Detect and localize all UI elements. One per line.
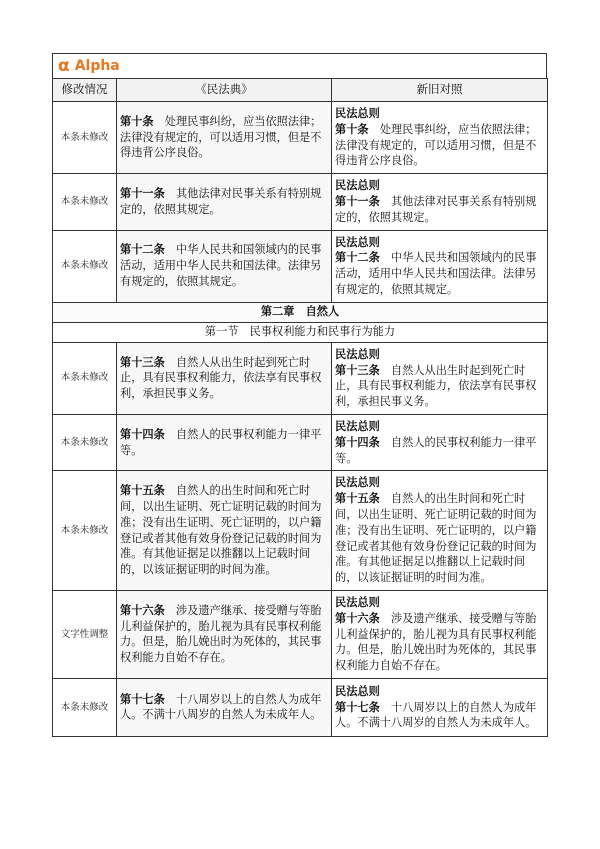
old-article-text: 自然人的出生时间和死亡时间，以出生证明、死亡证明记载的时间为准；没有出生证明、死亡证明的，以户籍登记或者其他有效身份登记记载的时间为准。有其他证据足以推翻以上记载时间的，以该证据证明的时间为准。 bbox=[335, 492, 537, 585]
table-row bbox=[53, 471, 548, 591]
old-article-cell bbox=[332, 590, 548, 678]
new-article-cell bbox=[117, 342, 332, 414]
row-status: 本条未修改 bbox=[53, 102, 117, 174]
table-row bbox=[53, 174, 548, 230]
new-article-cell bbox=[117, 230, 332, 302]
new-article-cell bbox=[117, 174, 332, 230]
new-article-text: 中华人民共和国领域内的民事活动，适用中华人民共和国法律。法律另有规定的，依照其规定。 bbox=[120, 243, 322, 289]
section-row bbox=[53, 322, 548, 342]
table-row bbox=[53, 678, 548, 736]
old-article-cell bbox=[332, 471, 548, 591]
old-article-cell bbox=[332, 678, 548, 736]
old-article-cell bbox=[332, 342, 548, 414]
new-article-text: 自然人的民事权利能力一律平等。 bbox=[120, 427, 322, 457]
document bbox=[52, 53, 547, 737]
old-source-label: 民法总则 bbox=[335, 594, 380, 609]
section-title: 第一节 民事权利能力和民事行为能力 bbox=[53, 322, 548, 342]
new-article-cell bbox=[117, 471, 332, 591]
old-article-number: 第十六条 bbox=[335, 610, 380, 625]
old-article-text: 十八周岁以上的自然人为成年人。不满十八周岁的自然人为未成年人。 bbox=[335, 700, 537, 730]
old-article-text: 自然人从出生时起到死亡时止，具有民事权利能力，依法享有民事权利，承担民事义务。 bbox=[335, 363, 537, 409]
new-article-number: 第十二条 bbox=[120, 242, 165, 257]
old-article-text: 处理民事纠纷，应当依照法律；法律没有规定的，可以适用习惯，但是不得违背公序良俗。 bbox=[335, 122, 537, 168]
new-article-number: 第十四条 bbox=[120, 426, 165, 441]
new-article-text: 其他法律对民事关系有特别规定的，依照其规定。 bbox=[120, 187, 322, 216]
chapter-title: 第二章 自然人 bbox=[53, 302, 548, 322]
new-article-number: 第十七条 bbox=[120, 691, 165, 706]
new-article-number: 第十五条 bbox=[120, 483, 165, 498]
table-row bbox=[53, 590, 548, 678]
old-source-label: 民法总则 bbox=[335, 475, 380, 490]
new-article-text: 十八周岁以上的自然人为成年人。不满十八周岁的自然人为未成年人。 bbox=[120, 692, 322, 722]
row-status: 本条未修改 bbox=[53, 230, 117, 302]
old-article-cell bbox=[332, 174, 548, 230]
old-article-cell bbox=[332, 414, 548, 470]
new-article-cell bbox=[117, 678, 332, 736]
brand-header bbox=[52, 53, 547, 78]
new-article-number: 第十六条 bbox=[120, 602, 165, 617]
table-row bbox=[53, 102, 548, 174]
old-article-cell bbox=[332, 102, 548, 174]
comparison-table bbox=[52, 78, 548, 737]
chapter-row bbox=[53, 302, 548, 322]
header-status: 修改情况 bbox=[53, 79, 117, 102]
new-article-text: 自然人从出生时起到死亡时止，具有民事权利能力，依法享有民事权利，承担民事义务。 bbox=[120, 355, 322, 401]
new-article-text: 处理民事纠纷，应当依照法律；法律没有规定的，可以适用习惯，但是不得违背公序良俗。 bbox=[120, 114, 322, 160]
table-row bbox=[53, 414, 548, 470]
old-article-number: 第十三条 bbox=[335, 362, 380, 377]
header-comparison: 新旧对照 bbox=[332, 79, 548, 102]
old-article-text: 中华人民共和国领域内的民事活动，适用中华人民共和国法律。法律另有规定的，依照其规定。 bbox=[335, 251, 537, 296]
brand-name: Alpha bbox=[74, 58, 120, 74]
old-source-label: 民法总则 bbox=[335, 106, 380, 120]
new-article-number: 第十条 bbox=[120, 113, 154, 128]
old-article-number: 第十四条 bbox=[335, 434, 380, 449]
new-article-number: 第十三条 bbox=[120, 354, 165, 369]
old-article-number: 第十五条 bbox=[335, 491, 380, 506]
old-article-text: 涉及遗产继承、接受赠与等胎儿利益保护的，胎儿视为具有民事权利能力。但是，胎儿娩出时为死体的，其民事权利能力自始不存在。 bbox=[335, 611, 537, 673]
old-article-cell bbox=[332, 230, 548, 302]
row-status: 文字性调整 bbox=[53, 590, 117, 678]
table-row bbox=[53, 342, 548, 414]
old-article-text: 其他法律对民事关系有特别规定的，依照其规定。 bbox=[335, 194, 537, 224]
old-article-text: 自然人的民事权利能力一律平等。 bbox=[335, 435, 537, 465]
old-source-label: 民法总则 bbox=[335, 346, 380, 361]
row-status: 本条未修改 bbox=[53, 678, 117, 736]
row-status: 本条未修改 bbox=[53, 414, 117, 470]
new-article-cell bbox=[117, 414, 332, 470]
table-header-row bbox=[53, 79, 548, 102]
header-civil-code: 《民法典》 bbox=[117, 79, 332, 102]
new-article-cell bbox=[117, 102, 332, 174]
old-article-number: 第十条 bbox=[335, 121, 369, 136]
new-article-text: 涉及遗产继承、接受赠与等胎儿利益保护的，胎儿视为具有民事权利能力。但是，胎儿娩出时为死体的，其民事权利能力自始不存在。 bbox=[120, 603, 322, 665]
row-status: 本条未修改 bbox=[53, 174, 117, 230]
new-article-cell bbox=[117, 590, 332, 678]
old-article-number: 第十七条 bbox=[335, 699, 380, 714]
alpha-logo-icon: α bbox=[58, 55, 70, 76]
new-article-number: 第十一条 bbox=[120, 186, 165, 201]
old-source-label: 民法总则 bbox=[335, 418, 380, 433]
table-row bbox=[53, 230, 548, 302]
old-source-label: 民法总则 bbox=[335, 683, 380, 698]
new-article-text: 自然人的出生时间和死亡时间，以出生证明、死亡证明记载的时间为准；没有出生证明、死亡证明的，以户籍登记或者其他有效身份登记记载的时间为准。有其他证据足以推翻以上记载时间的，以该证据证明的时间为准。 bbox=[120, 484, 322, 577]
row-status: 本条未修改 bbox=[53, 342, 117, 414]
row-status: 本条未修改 bbox=[53, 471, 117, 591]
old-source-label: 民法总则 bbox=[335, 234, 380, 249]
old-source-label: 民法总则 bbox=[335, 178, 380, 193]
old-article-number: 第十一条 bbox=[335, 193, 380, 208]
old-article-number: 第十二条 bbox=[335, 250, 380, 265]
